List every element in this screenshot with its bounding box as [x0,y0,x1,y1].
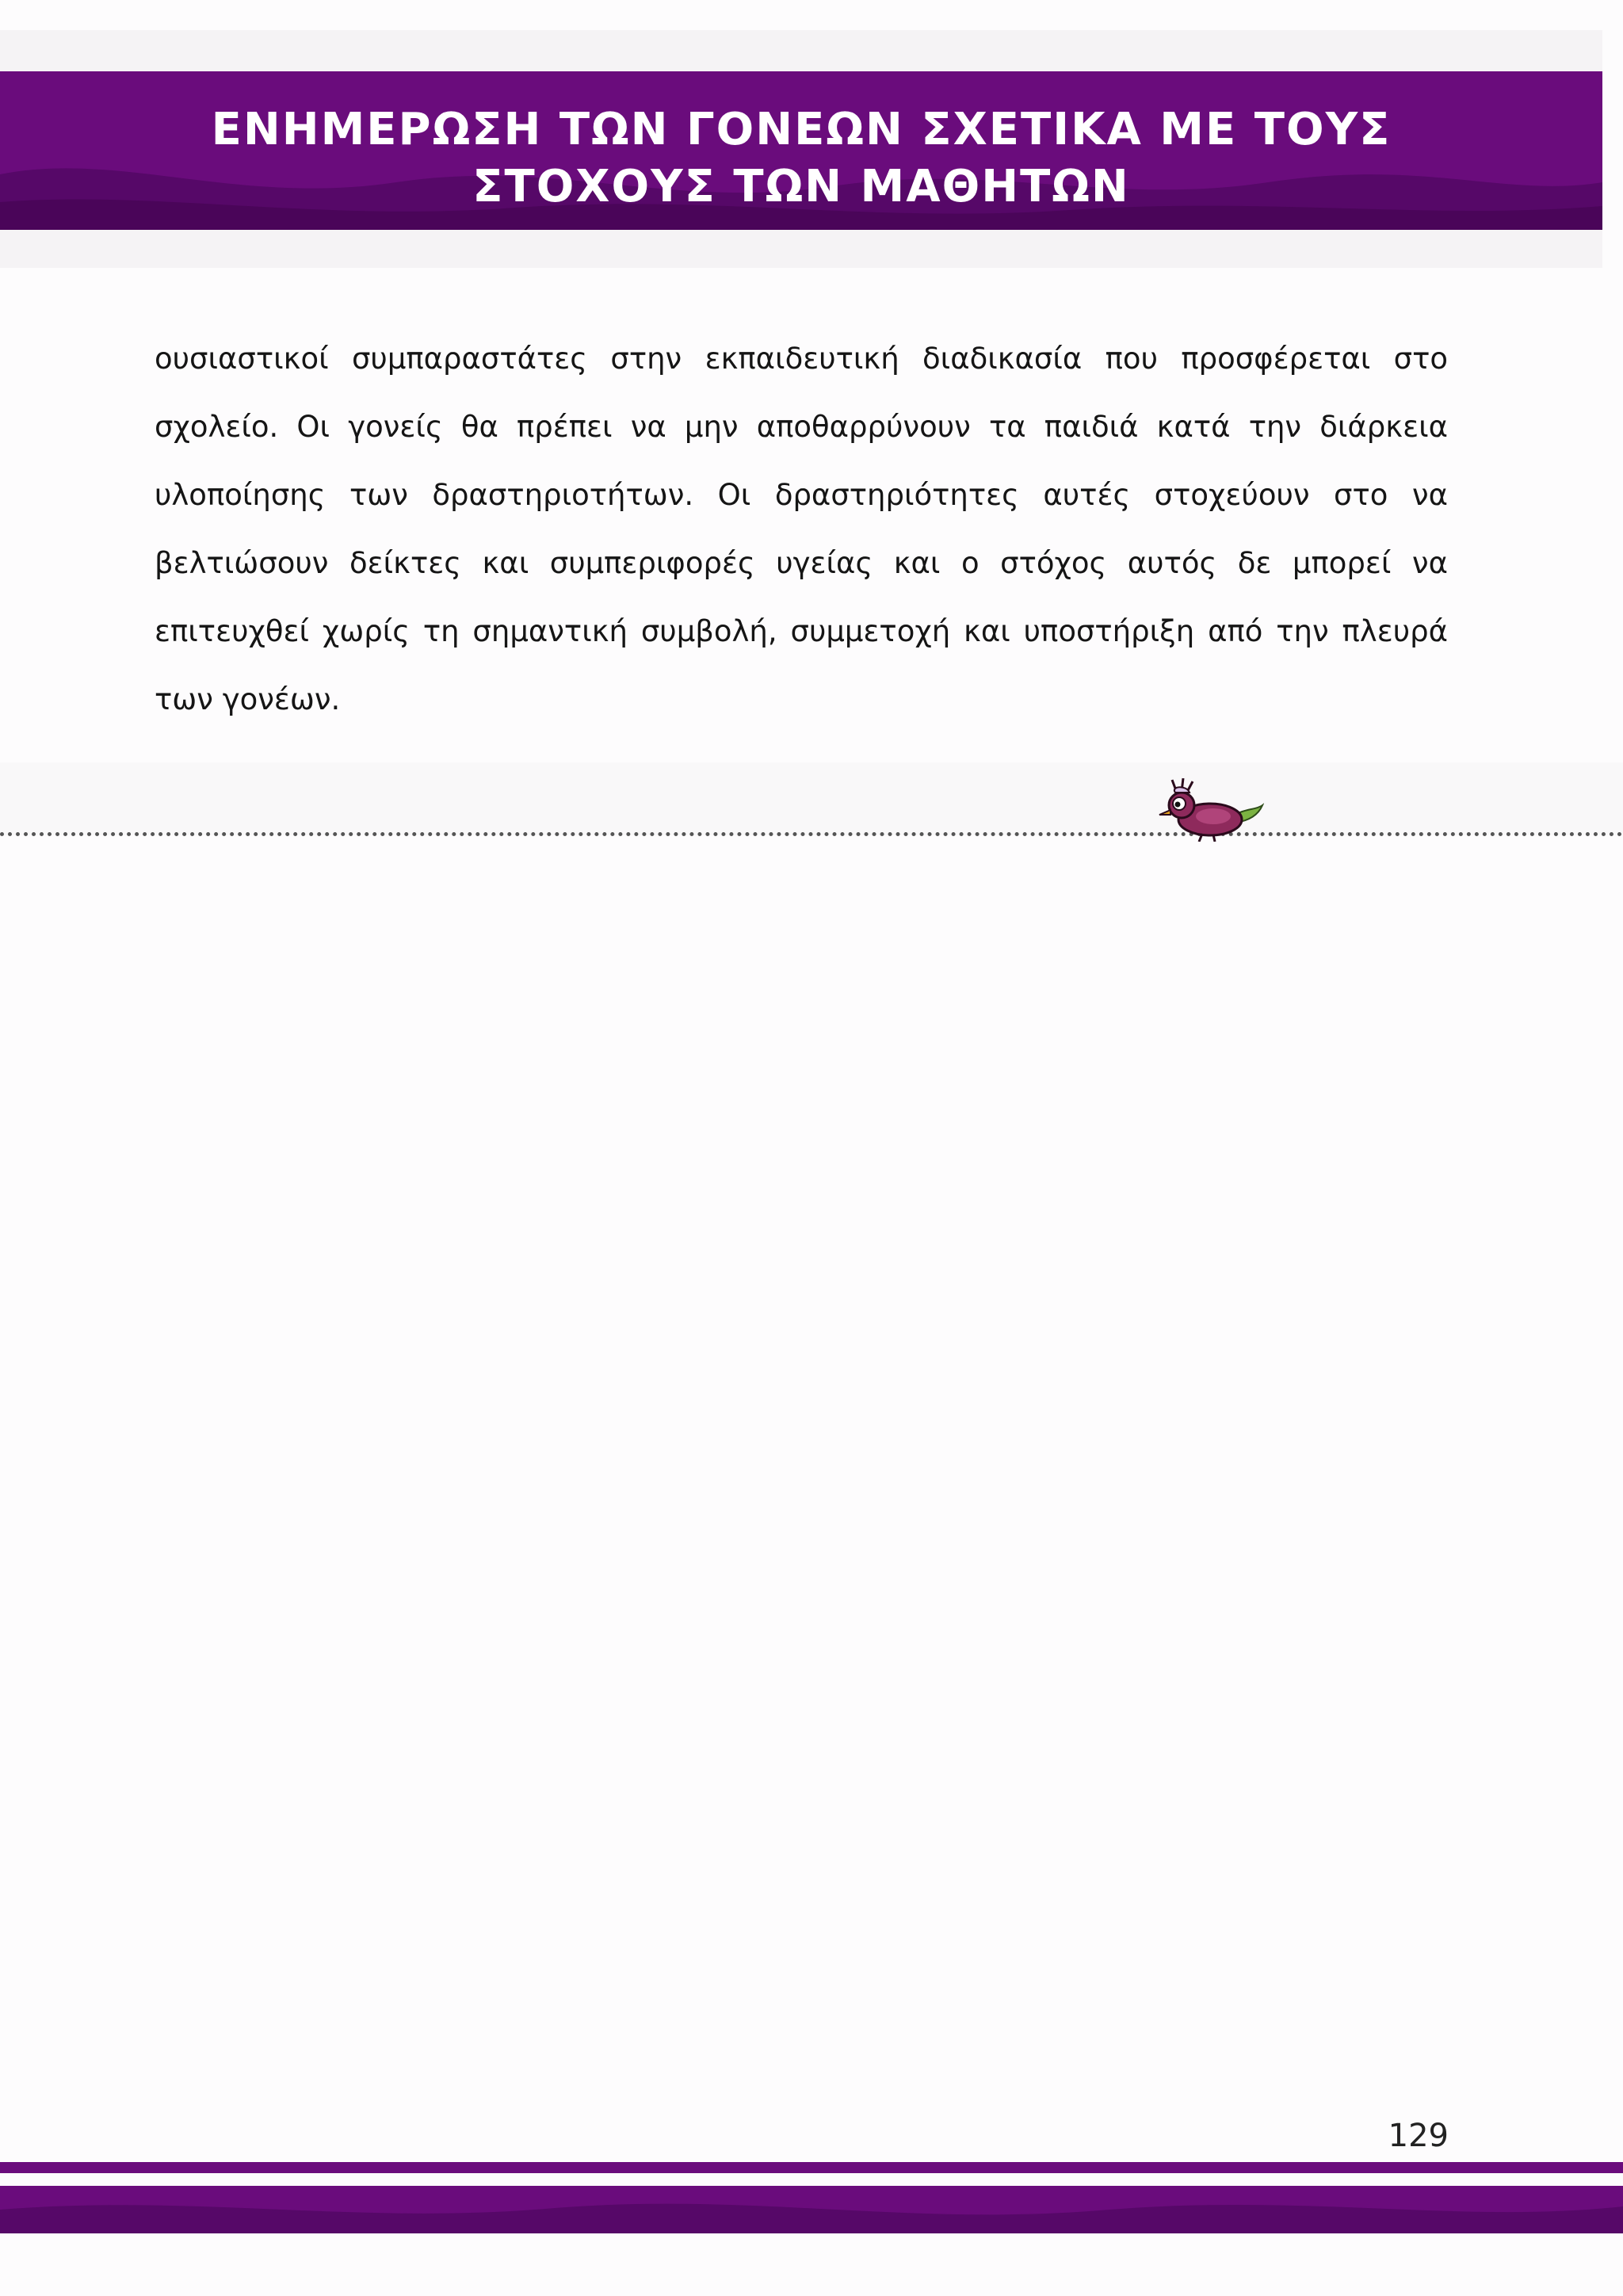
body-text [155,325,1448,734]
page-title-line-2: ΣΤΟΧΟΥΣ ΤΩΝ ΜΑΘΗΤΩΝ [472,161,1130,212]
footer-rule [0,2162,1623,2173]
page-number: 129 [1388,2118,1449,2154]
header-banner [0,71,1602,230]
footer-banner [0,2186,1623,2233]
body-paragraph: ουσιαστικοί συμπαραστάτες στην εκπαιδευτική διαδικασία που προσφέρεται στο σχολείο. Οι γονείς θα πρέπει να μην αποθαρρύνουν τα παιδιά κατά την διάρκεια υλοποίησης των δραστηριοτήτων. Οι δραστηριότητες αυτές στοχεύουν στο να βελτιώσουν δείκτες και συμπεριφορές υγείας και ο στόχος αυτός δε μπορεί να επιτευχθεί χωρίς τη σημαντική συμβολή, συμμετοχή και υποστήριξη από την πλευρά των γονέων. [155,342,1448,716]
page-title-line-1: ΕΝΗΜΕΡΩΣΗ ΤΩΝ ΓΟΝΕΩΝ ΣΧΕΤΙΚΑ ΜΕ ΤΟΥΣ [211,104,1392,155]
dotted-divider [0,832,1623,836]
footer-wave-decoration [0,2186,1623,2233]
bird-mascot-icon [1153,770,1264,842]
page-title [0,101,1602,216]
section-divider-band [0,762,1623,835]
